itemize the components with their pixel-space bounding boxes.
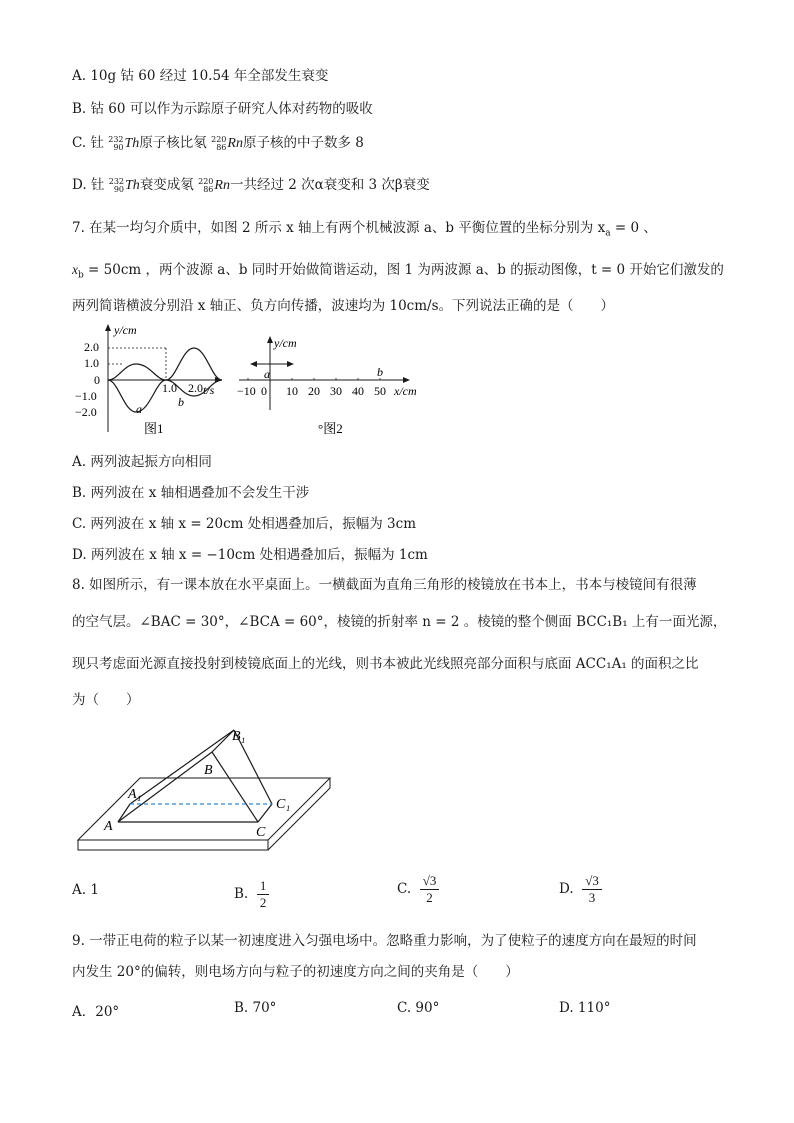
q7-stem-line-2-text: = 50cm ，两个波源 a、b 同时开始做简谐运动，图 1 为两波源 a、b 的振动图像，t = 0 开始它们激发的: [83, 262, 724, 278]
q9-option-a: A．20°: [72, 1004, 120, 1020]
th-z: 90: [113, 184, 125, 194]
q9-stem-line-2: 内发生 20°的偏转，则电场方向与粒子的初速度方向之间的夹角是（ ）: [72, 964, 519, 980]
fig1-ytick-m2: −2.0: [75, 405, 97, 419]
q6-option-c: [72, 133, 364, 154]
label-A: A: [104, 819, 113, 834]
book-side: [268, 778, 330, 850]
label-B: B: [204, 763, 213, 778]
fig2-arrow-right: [287, 361, 294, 367]
radon-nuclide: [211, 133, 243, 154]
q7-sub-a: a: [605, 228, 611, 239]
q8-option-d: [559, 873, 602, 906]
fig1-ytick-m1: −1.0: [75, 389, 97, 403]
q9-stem-line-1: 9. 一带正电荷的粒子以某一初速度进入匀强电场中。忽略重力影响，为了使粒子的速度方向在最短的时间: [72, 933, 697, 949]
fig2-xtick-30: 30: [330, 384, 342, 398]
fig2-arrow-left: [250, 361, 257, 367]
q9-option-b: B. 70°: [234, 1000, 277, 1016]
q7-option-a: A. 两列波起振方向相同: [72, 454, 212, 470]
fig2-xtick-10: 10: [286, 384, 298, 398]
q7-figure-1: [72, 320, 242, 440]
th-mass: 232: [108, 176, 125, 186]
radon-nuclide: [198, 175, 230, 196]
fig1-ytick-0: 0: [94, 373, 100, 387]
edge-AA1: [118, 804, 130, 822]
edge-BB1: [212, 730, 234, 752]
thorium-nuclide: [109, 175, 140, 196]
fig1-y-arrow: [105, 324, 111, 331]
q8-stem-line-2: 的空气层。∠BAC = 30°，∠BCA = 60°，棱镜的折射率 n = 2 。棱镜的整个侧面 BCC₁B₁ 上有一面光源，: [72, 614, 727, 630]
rn-mass: 220: [198, 176, 214, 186]
q6-option-d: [72, 175, 430, 196]
q8-c-den: 2: [426, 890, 433, 905]
fig1-ytick-2: 2.0: [84, 340, 99, 354]
rn-symbol: Rn: [214, 178, 230, 193]
label-B1: B₁: [232, 729, 246, 744]
fig1-xlabel: t/s: [203, 383, 215, 397]
th-symbol: Th: [124, 136, 140, 151]
q7-stem-line-3: 两列简谐横波分别沿 x 轴正、负方向传播，波速均为 10cm/s。下列说法正确的是（ ）: [72, 298, 615, 314]
fig1-ytick-1: 1.0: [84, 356, 99, 370]
q7-option-c: C. 两列波在 x 轴 x = 20cm 处相遇叠加后，振幅为 3cm: [72, 516, 416, 532]
label-A1: A₁: [128, 787, 142, 802]
q8-option-d-prefix: D.: [559, 881, 574, 897]
q7-stem-line-2: [72, 260, 724, 286]
fraction-one-half: [257, 878, 270, 911]
q8-option-c-prefix: C.: [397, 881, 412, 897]
fig1-xtick-1: 1.0: [162, 381, 177, 395]
q8-option-a: A. 1: [72, 882, 99, 898]
q8-d-num: √3: [582, 873, 602, 890]
fig2-xlabel: x/cm: [394, 384, 417, 398]
q7-figure-2: [234, 330, 434, 440]
q6-option-a: A. 10g 钴 60 经过 10.54 年全部发生衰变: [72, 68, 329, 84]
q6-option-d-prefix: D. 钍: [72, 177, 105, 193]
q6-option-b: B. 钴 60 可以作为示踪原子研究人体对药物的吸收: [72, 101, 373, 117]
q8-b-den: 2: [259, 895, 267, 910]
q8-stem-line-1: 8. 如图所示，有一课本放在水平桌面上。一横截面为直角三角形的棱镜放在书本上，书本与棱镜间有很薄: [72, 577, 697, 593]
q7-option-d: D. 两列波在 x 轴 x = −10cm 处相遇叠加后，振幅为 1cm: [72, 547, 428, 563]
fig2-xtick-0: 0: [261, 384, 267, 398]
q7-stem-line-1: [72, 218, 657, 244]
q8-stem-line-3: 现只考虑面光源直接投射到棱镜底面上的光线，则书本被此光线照亮部分面积与底面 ACC₁A₁ 的面积之比: [72, 656, 699, 672]
fig2-caption: °图2: [318, 421, 343, 436]
q7-sub-b: b: [78, 270, 84, 281]
fig1-label-a: a: [136, 402, 142, 416]
q8-option-b-prefix: B.: [234, 886, 249, 902]
fig2-x-arrow: [403, 377, 410, 383]
q6-option-d-post: 一共经过 2 次α衰变和 3 次β衰变: [229, 177, 430, 193]
fig1-label-b: b: [178, 395, 184, 409]
edge-A1B1: [130, 730, 234, 804]
q7-option-b: B. 两列波在 x 轴相遇叠加不会发生干涉: [72, 485, 310, 501]
fig2-label-b: b: [377, 365, 383, 379]
rn-mass: 220: [211, 134, 227, 144]
th-mass: 232: [108, 134, 124, 144]
edge-CC1: [258, 804, 272, 822]
fig2-xtick-m10: −10: [237, 384, 256, 398]
rn-symbol: Rn: [227, 136, 243, 151]
q6-option-c-mid: 原子核比氡: [139, 135, 207, 151]
fraction-sqrt3-over-2: [420, 873, 440, 906]
th-symbol: Th: [125, 178, 140, 193]
q8-d-den: 3: [588, 890, 596, 905]
q7-xb: x: [72, 262, 78, 277]
q6-option-c-post: 原子核的中子数多 8: [242, 135, 364, 151]
q8-c-num: √3: [420, 873, 440, 890]
label-C: C: [256, 825, 266, 840]
q8-option-b: [234, 878, 269, 911]
th-z: 90: [113, 142, 124, 152]
q6-option-c-prefix: C. 钍: [72, 135, 104, 151]
fig2-xtick-50: 50: [374, 384, 386, 398]
book-front: [78, 840, 268, 850]
thorium-nuclide: [108, 133, 139, 154]
fig1-ylabel: y/cm: [114, 323, 137, 337]
fig2-xtick-40: 40: [352, 384, 364, 398]
q9-option-d: D. 110°: [559, 1000, 611, 1016]
q8-prism-figure: [72, 722, 392, 857]
q8-option-c: [397, 873, 439, 906]
fig2-ylabel: y/cm: [274, 336, 297, 350]
fig1-xtick-2: 2.0: [188, 381, 203, 395]
fig1-caption: 图1: [144, 421, 164, 436]
fraction-sqrt3-over-3: [582, 873, 602, 906]
rn-z: 86: [216, 142, 227, 152]
fig2-label-a: a: [264, 367, 270, 381]
rn-z: 86: [203, 184, 214, 194]
fig2-y-arrow: [267, 336, 273, 343]
q7-stem-line-1-end: = 0 、: [610, 220, 657, 236]
q7-stem-line-1-text: 7. 在某一均匀介质中，如图 2 所示 x 轴上有两个机械波源 a、b 平衡位置的坐标分别为 x: [72, 220, 606, 236]
q8-stem-line-4: 为（ ）: [72, 692, 140, 708]
q8-b-num: 1: [257, 878, 270, 895]
label-C1: C₁: [276, 797, 291, 812]
book-top: [78, 778, 330, 840]
fig2-xtick-20: 20: [308, 384, 320, 398]
q6-option-d-mid: 衰变成氡: [139, 177, 194, 193]
q9-option-c: C. 90°: [397, 1000, 440, 1016]
